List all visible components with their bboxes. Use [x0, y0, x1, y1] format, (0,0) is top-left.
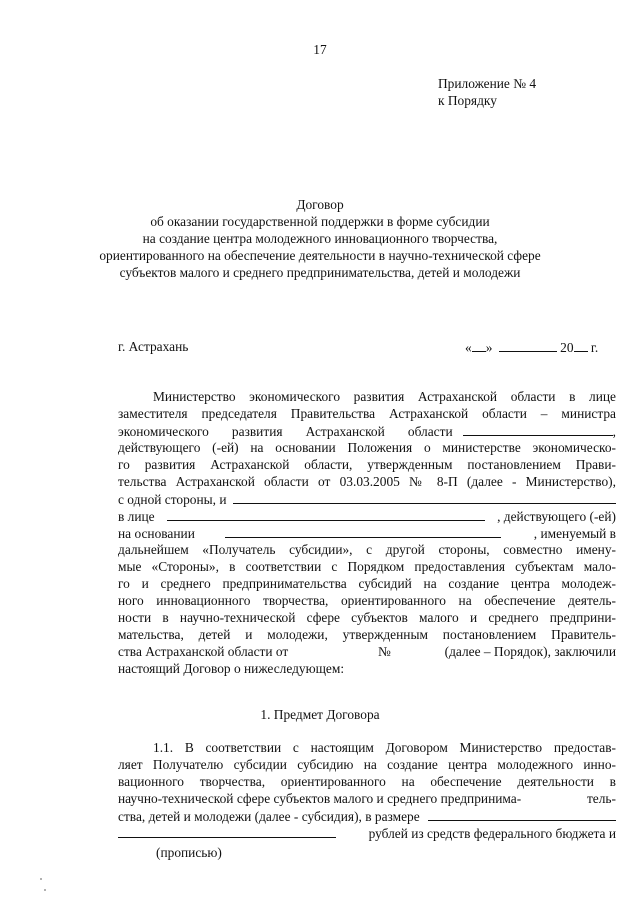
intro-line-8 [118, 508, 616, 525]
intro-line-16-a: ства Астраханской области от [118, 644, 289, 659]
section-1-line-5 [118, 808, 616, 825]
scan-speck [44, 889, 46, 891]
section-1-line-3: вационного творчества, ориентированного на обеспечение деятельности в [118, 774, 616, 789]
title-line-4: ориентированного на обеспечение деятельности в научно-технической сфере [99, 248, 541, 263]
intro-line-15: мательства, детей и молодежи, утвержденным постановлением Правитель- [118, 627, 616, 642]
year-suffix: г. [590, 340, 599, 355]
date-open-quote: « [465, 340, 472, 355]
title-line-2: об оказании государственной поддержки в форме субсидии [150, 214, 490, 229]
recipient-blank [233, 491, 616, 504]
scan-speck [40, 878, 42, 880]
intro-line-3-comma: , [612, 424, 616, 439]
subsidy-amount-blank [428, 808, 616, 821]
date-close-quote: » [485, 340, 493, 355]
section-1-heading: 1. Предмет Договора [260, 707, 380, 722]
intro-line-2: заместителя председателя Правительства Астраханской области – министра [118, 406, 616, 421]
year-blank [574, 339, 588, 352]
intro-line-4: действующего (-ей) на основании Положения о министерстве экономическо- [118, 440, 616, 455]
day-blank [472, 339, 486, 352]
minister-name-blank [463, 423, 613, 436]
intro-line-12: го и среднего предпринимательства субсидий на создание центра молодеж- [118, 576, 616, 591]
intro-line-13: ного инновационного творчества, ориентированного на обеспечение деятель- [118, 593, 616, 608]
intro-line-14: ности в научно-технической сфере субъектов малого и среднего предприни- [118, 610, 616, 625]
intro-line-17: настоящий Договор о нижеследующем: [118, 661, 345, 676]
intro-line-7 [118, 491, 616, 508]
title-line-5: субъектов малого и среднего предпринимательства, детей и молодежи [119, 265, 521, 280]
intro-line-3-text: экономического развития Астраханской области [118, 424, 453, 439]
date-line [465, 339, 598, 356]
section-1-line-4 [118, 791, 616, 807]
intro-line-11: мые «Стороны», в соответствии с Порядком предоставления субъектам мало- [118, 559, 616, 574]
basis-blank [225, 525, 501, 538]
in-words-caption: (прописью) [156, 845, 222, 860]
document-title: Договор [296, 197, 344, 212]
intro-line-10: дальнейшем «Получатель субсидии», с другой стороны, совместно имену- [118, 542, 616, 557]
representative-blank [167, 508, 485, 521]
amount-words-blank [118, 825, 336, 838]
intro-line-9 [118, 525, 616, 542]
month-blank [499, 339, 557, 352]
intro-line-6: тельства Астраханской области от 03.03.2005 № 8-П (далее - Министерство), [118, 474, 616, 489]
title-line-3: на создание центра молодежного инновационного творчества, [142, 231, 498, 246]
intro-line-5: го развития Астраханской области, утвержденным постановлением Прави- [118, 457, 616, 472]
intro-line-9-end: , именуемый в [533, 526, 616, 541]
city: г. Астрахань [118, 339, 189, 354]
intro-line-16-number: № [378, 644, 391, 659]
intro-line-8-end: , действующего (-ей) [497, 509, 616, 524]
intro-line-7-text: с одной стороны, и [118, 492, 227, 507]
intro-line-9-start: на основании [118, 526, 195, 541]
appendix-line-1: Приложение № 4 [438, 76, 537, 91]
appendix-line-2: к Порядку [438, 93, 497, 108]
intro-line-3 [118, 423, 616, 440]
intro-line-16-c: (далее – Порядок), заключили [444, 644, 616, 659]
section-1-line-4-text: научно-технической сфере субъектов малого и среднего предпринима- [118, 791, 522, 806]
section-1-line-6-end: рублей из средств федерального бюджета и [368, 826, 616, 841]
page-number: 17 [313, 42, 327, 57]
section-1-line-4-end: тель- [586, 791, 616, 806]
intro-line-16 [118, 644, 616, 660]
section-1-line-2: ляет Получателю субсидии субсидию на создание центра молодежного инно- [118, 757, 616, 772]
intro-line-8-start: в лице [118, 509, 155, 524]
intro-line-1: Министерство экономического развития Астраханской области в лице [153, 389, 616, 404]
year-prefix: 20 [560, 340, 574, 355]
section-1-line-1: 1.1. В соответствии с настоящим Договором Министерство предостав- [153, 740, 616, 755]
section-1-line-5-text: ства, детей и молодежи (далее - субсидия), в размере [118, 809, 420, 824]
section-1-line-6 [118, 825, 616, 842]
